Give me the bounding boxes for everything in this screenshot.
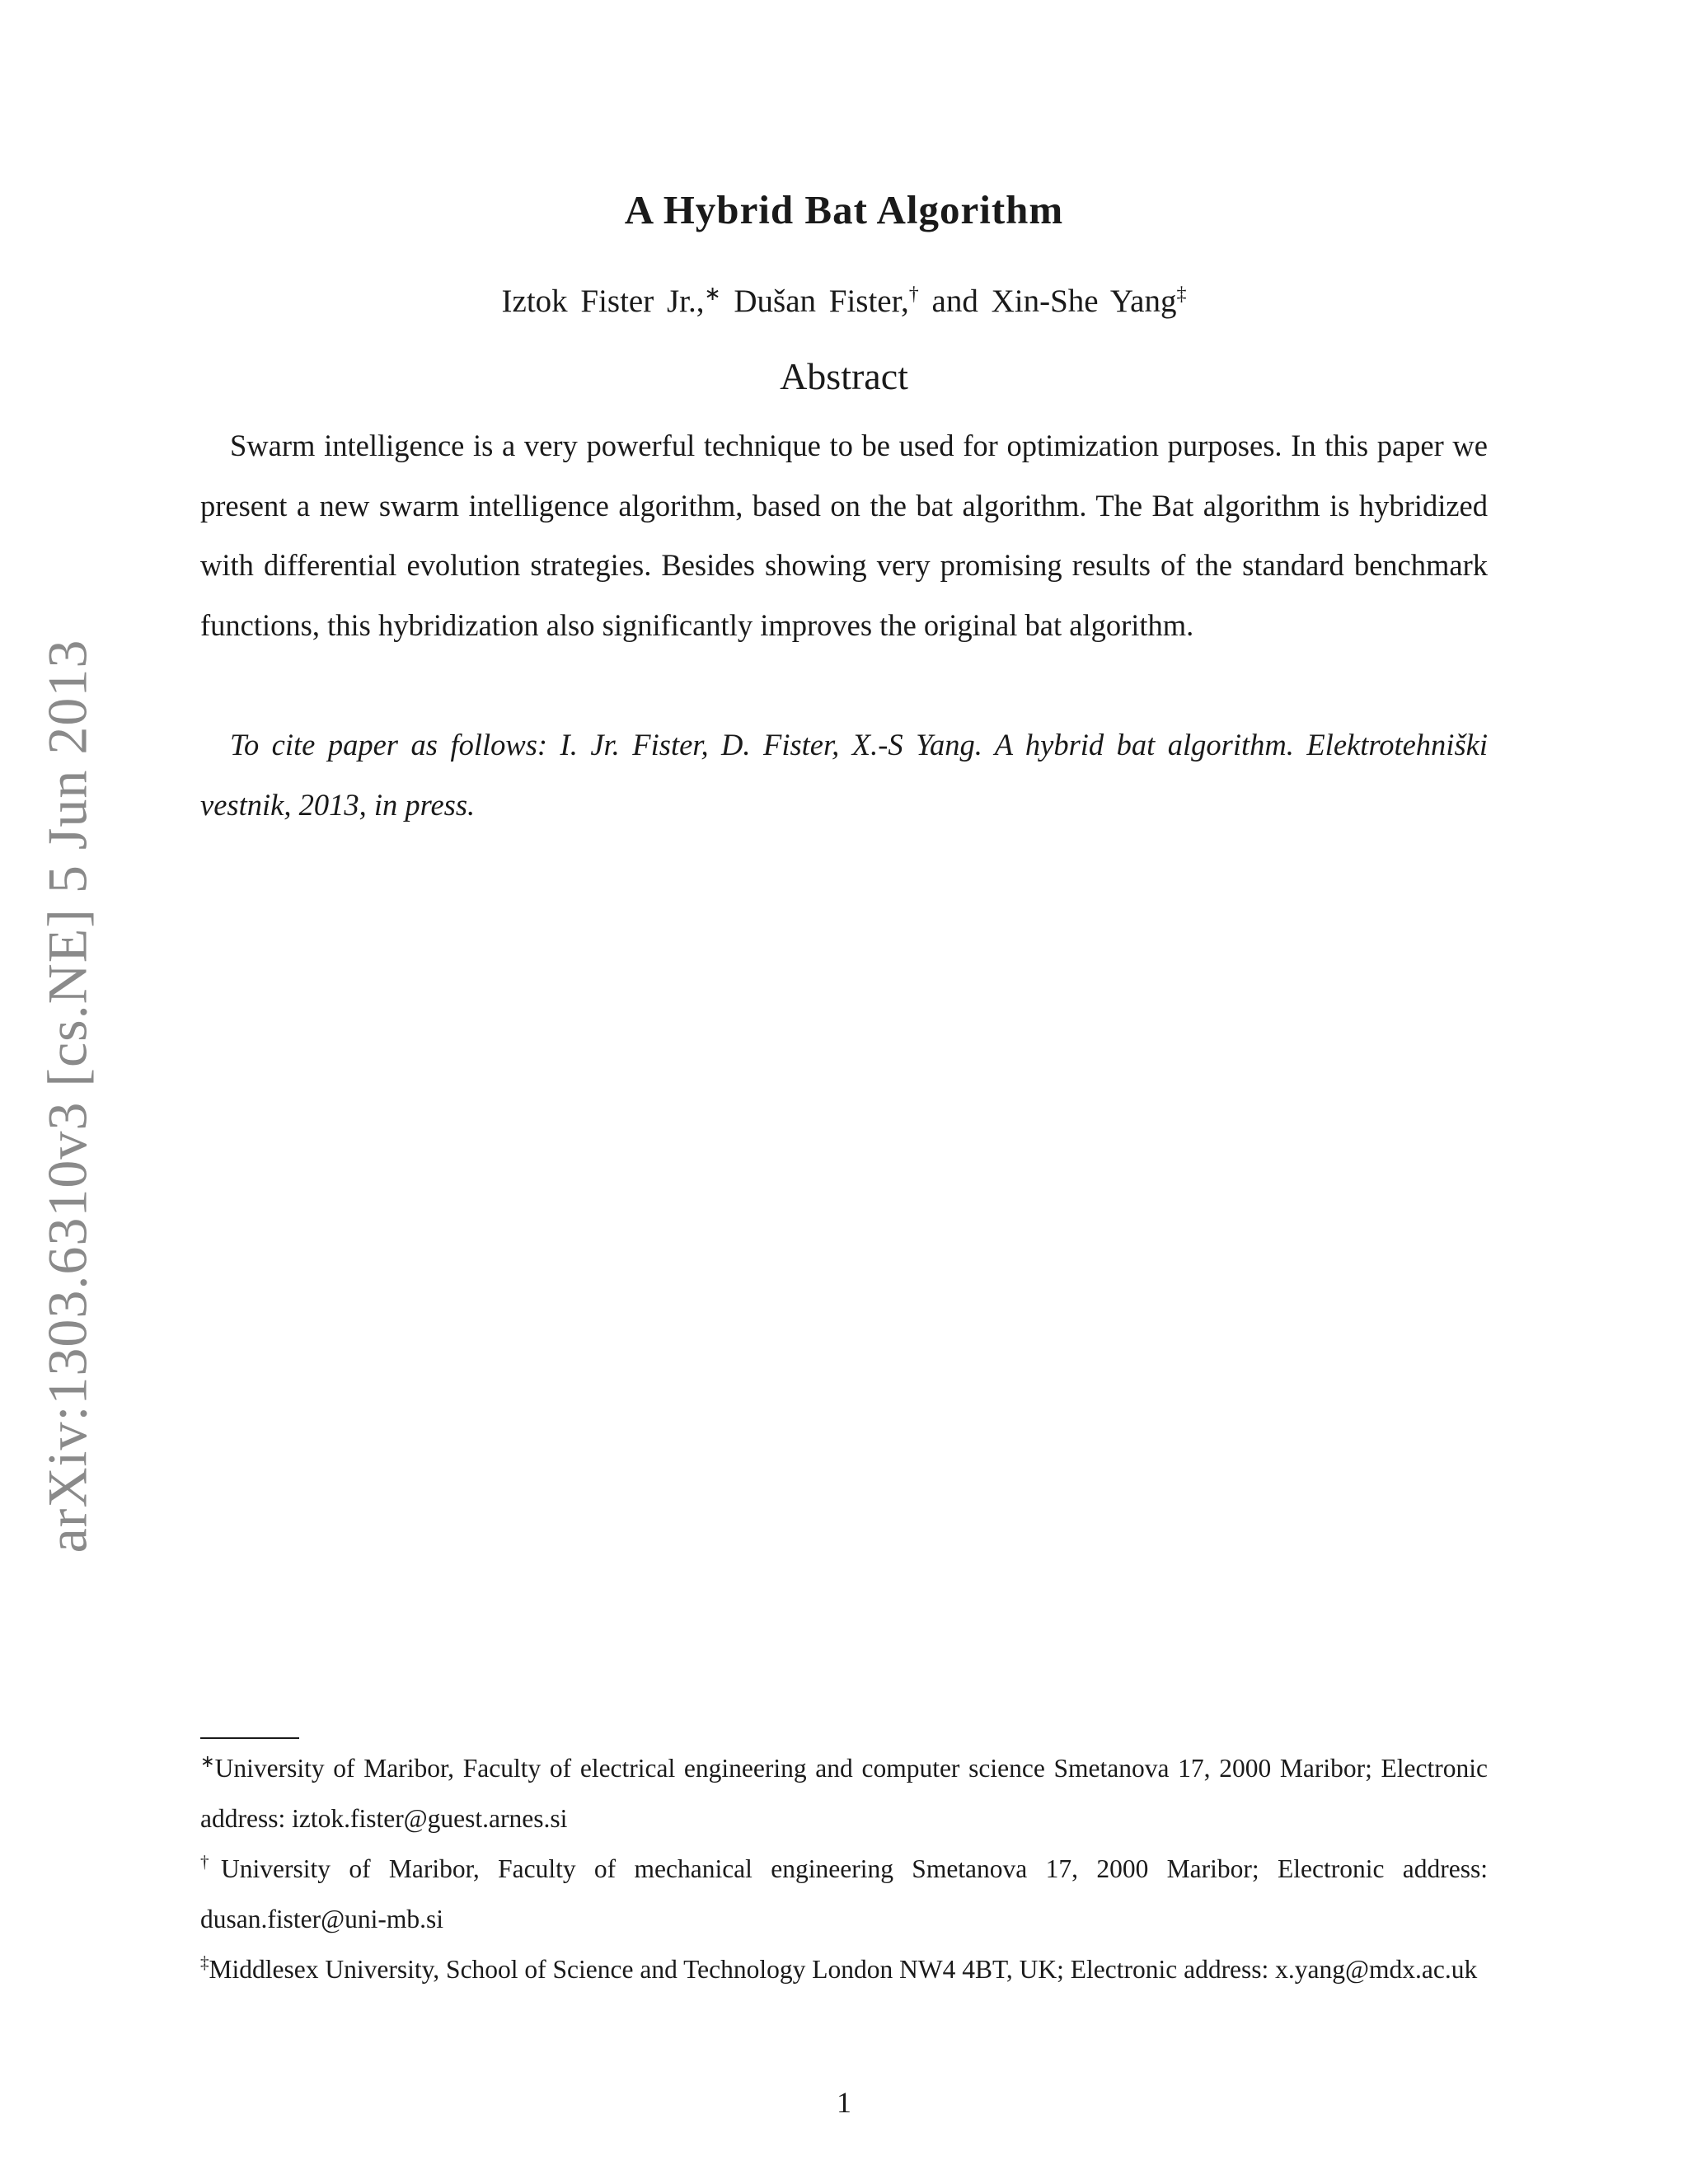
- author-footnote-mark: ∗: [704, 284, 721, 305]
- footnote-mark: ‡: [200, 1952, 209, 1972]
- abstract-heading: Abstract: [780, 355, 908, 397]
- author-footnote-mark: ‡: [1176, 284, 1187, 305]
- footnote-affiliation: [200, 1944, 1488, 1994]
- footnote-text: University of Maribor, Faculty of electrical engineering and computer science Smetanova 17, 2000 Maribor; Electronic address: iztok.fister@guest.arnes.si: [200, 1754, 1488, 1833]
- footnote-divider: [200, 1737, 299, 1739]
- abstract-text: Swarm intelligence is a very powerful technique to be used for optimization purposes. In this paper we present a new swarm intelligence algorithm, based on the bat algorithm. The Bat algorithm is hybridized with differential evolution strategies. Besides showing very promising results of the standard benchmark functions, this hybridization also significantly improves the original bat algorithm.: [200, 429, 1488, 642]
- footnote-text: University of Maribor, Faculty of mechanical engineering Smetanova 17, 2000 Maribor; Electronic address: dusan.fister@uni-mb.si: [200, 1854, 1488, 1933]
- author-name: Dušan Fister,: [734, 284, 909, 319]
- author-name: Iztok Fister Jr.,: [501, 284, 705, 319]
- page-number: 1: [837, 2086, 851, 2119]
- author-conjunction: and: [931, 284, 978, 319]
- footnote-affiliation: [200, 1743, 1488, 1844]
- arxiv-identifier-stamp: arXiv:1303.6310v3 [cs.NE] 5 Jun 2013: [35, 639, 99, 1554]
- footnote-mark: ∗: [200, 1751, 215, 1771]
- paper-title: A Hybrid Bat Algorithm: [624, 187, 1064, 232]
- footnotes: [200, 1743, 1488, 1994]
- footnote-affiliation: [200, 1844, 1488, 1944]
- footnote-mark: †: [200, 1852, 221, 1872]
- citation-note: To cite paper as follows: I. Jr. Fister, D. Fister, X.-S Yang. A hybrid bat algorithm. Elektrotehniški vestnik, 2013, in press.: [200, 728, 1488, 822]
- author-name: Xin-She Yang: [991, 284, 1177, 319]
- author-footnote-mark: †: [908, 284, 919, 305]
- footnote-text: Middlesex University, School of Science and Technology London NW4 4BT, UK; Electronic address: x.yang@mdx.ac.uk: [209, 1955, 1478, 1984]
- author-list: [0, 283, 1688, 320]
